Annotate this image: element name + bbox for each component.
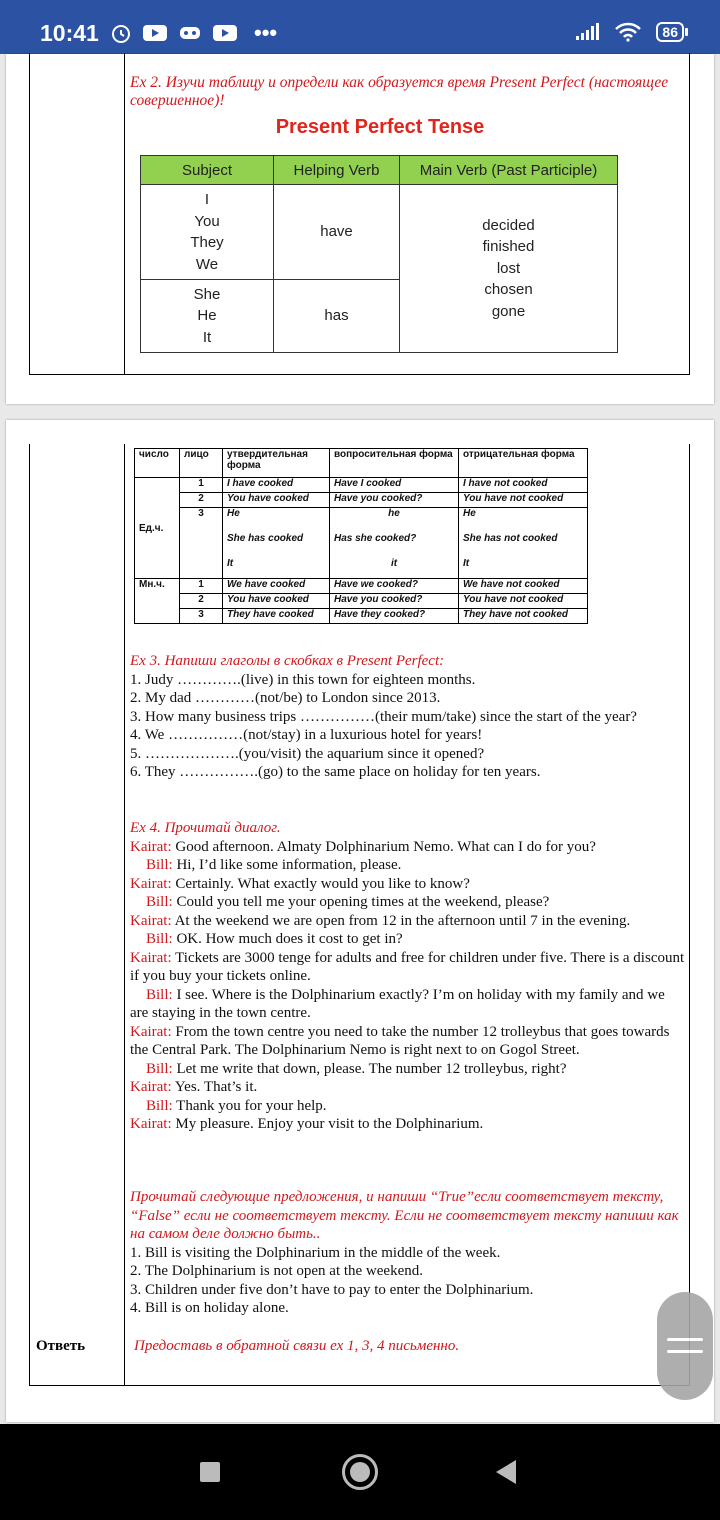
- ex3-section: [130, 652, 686, 782]
- clock: 10:41: [40, 20, 99, 46]
- signal-icon: [574, 22, 600, 42]
- ex3-instruction: Ex 3. Напиши глаголы в скобках в Present Perfect:: [130, 653, 445, 669]
- dialog-line: Bill: Hi, I’d like some information, please.: [146, 857, 402, 873]
- youtube-icon-2: [212, 23, 238, 43]
- youtube-icon: [142, 23, 168, 43]
- ex3-item: 1. Judy ………….(live) in this town for eighteen months.: [130, 671, 476, 688]
- tf-item: 2. The Dolphinarium is not open at the weekend.: [130, 1263, 423, 1279]
- answer-label: Ответь: [36, 1338, 86, 1354]
- navigation-bar: [0, 1424, 720, 1520]
- ex3-item: 5. ……………….(you/visit) the aquarium since it opened?: [130, 745, 485, 762]
- dialog-line: Kairat: Yes. That’s it.: [130, 1079, 258, 1095]
- present-perfect-table: [140, 155, 618, 353]
- wifi-icon: [614, 21, 642, 43]
- scroll-handle[interactable]: [657, 1292, 713, 1400]
- col-subject: Subject: [141, 156, 274, 185]
- main-verbs: decided finished lost chosen gone: [400, 185, 618, 353]
- tf-item: 4. Bill is on holiday alone.: [130, 1300, 289, 1316]
- dialog-line: Kairat: Certainly. What exactly would you like to know?: [130, 875, 470, 892]
- document-page-2[interactable]: [6, 420, 714, 1422]
- col-helping-verb: Helping Verb: [274, 156, 400, 185]
- subjects-has: She He It: [141, 280, 274, 353]
- tf-instruction: Прочитай следующие предложения, и напиши “True”если соответствует тексту, “False” если не соответствует тексту. Если не соответствует тексту напиши как на самом деле должно быть..: [130, 1189, 679, 1242]
- subjects-have: I You They We: [141, 185, 274, 280]
- dialog-line: Kairat: At the weekend we are open from 12 in the afternoon until 7 in the evening.: [130, 912, 631, 929]
- dialog-line: Bill: OK. How much does it cost to get in?: [146, 931, 403, 947]
- dialog-line: Bill: Let me write that down, please. The number 12 trolleybus, right?: [146, 1060, 567, 1077]
- dialog-line: Kairat: My pleasure. Enjoy your visit to the Dolphinarium.: [130, 1116, 484, 1132]
- dialog-line: Bill: Thank you for your help.: [146, 1097, 327, 1114]
- ex3-item: 3. How many business trips ……………(their mum/take) since the start of the year?: [130, 708, 637, 725]
- more-icon: •••: [254, 20, 278, 45]
- tf-item: 3. Children under five don’t have to pay to enter the Dolphinarium.: [130, 1281, 534, 1298]
- conjugation-table: число лицо утвердительная форма вопросительная форма отрицательная форма Ед.ч. 1 I have cooked Have I cooked I have not cooked 2 You have cooked Have you cooked? You have not cooked 3 He She has cooked It he Has she cooked? it He She has not cooked It Мн.ч. 1 We have cooked Have we cooked? We have not cooked 2 You have cooked Have you cooked? You have not cooked 3 They have cooked Have they cooked? They have not cooked: [134, 448, 588, 624]
- true-false-section: [130, 1188, 686, 1318]
- game-icon: [178, 23, 202, 43]
- battery-indicator: 86: [656, 22, 684, 42]
- dialog-line: Bill: Could you tell me your opening times at the weekend, please?: [146, 894, 550, 910]
- ex3-item: 6. They …………….(go) to the same place on holiday for ten years.: [130, 764, 541, 780]
- ex3-item: 2. My dad …………(not/be) to London since 2013.: [130, 690, 441, 706]
- helper-have: have: [274, 185, 400, 280]
- present-perfect-title: Present Perfect Tense: [275, 116, 485, 138]
- ex2-instruction: Ex 2. Изучи таблицу и определи как образуется время Present Perfect (настоящее совершенное)!: [130, 74, 669, 109]
- back-button[interactable]: [496, 1460, 516, 1484]
- ex4-dialog: [130, 819, 686, 1134]
- tf-item: 1. Bill is visiting the Dolphinarium in the middle of the week.: [130, 1244, 501, 1261]
- home-button[interactable]: [342, 1454, 378, 1490]
- answer-text: Предоставь в обратной связи ех 1, 3, 4 письменно.: [134, 1338, 460, 1354]
- ex3-item: 4. We ……………(not/stay) in a luxurious hotel for years!: [130, 727, 483, 743]
- dialog-line: Kairat: From the town centre you need to take the number 12 trolleybus that goes towards the Central Park. The Dolphinarium Nemo is right next to on Gogol Street.: [130, 1023, 670, 1058]
- document-page-1[interactable]: [6, 54, 714, 404]
- ex4-instruction: Ex 4. Прочитай диалог.: [130, 820, 281, 836]
- helper-has: has: [274, 280, 400, 353]
- dialog-line: Kairat: Tickets are 3000 tenge for adults and free for children under five. There is a discount if you buy your tickets online.: [130, 949, 685, 984]
- recents-button[interactable]: [200, 1462, 220, 1482]
- dialog-line: Bill: I see. Where is the Dolphinarium exactly? I’m on holiday with my family and we are staying in the town centre.: [130, 986, 665, 1021]
- status-bar: [0, 0, 720, 54]
- alarm-icon: [110, 22, 132, 44]
- col-main-verb: Main Verb (Past Participle): [400, 156, 618, 185]
- dialog-line: Kairat: Good afternoon. Almaty Dolphinarium Nemo. What can I do for you?: [130, 838, 596, 855]
